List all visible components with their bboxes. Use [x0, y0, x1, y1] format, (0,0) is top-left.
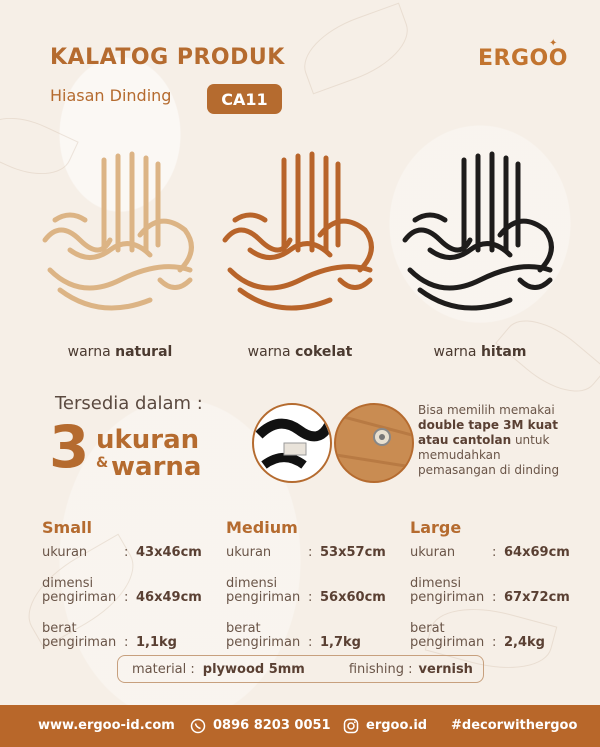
brand-sparkle-icon: ✦ — [549, 38, 558, 49]
availability-label: Tersedia dalam : — [55, 393, 203, 414]
size-dimensi-value: 46x49cm — [136, 590, 202, 605]
size-dimensi-value: 56x60cm — [320, 590, 386, 605]
calligraphy-cokelat-image — [220, 150, 380, 320]
availability-word-warna: warna — [111, 452, 202, 482]
calligraphy-hitam-image — [400, 150, 560, 320]
finishing-value: vernish — [418, 661, 473, 677]
size-small: Small ukuran : 43x46cm dimensi pengiriman : 46x49cm berat pengiriman : 1,1kg — [42, 518, 227, 653]
size-ukuran-value: 64x69cm — [504, 545, 570, 560]
size-name: Small — [42, 518, 92, 537]
size-dimensi-value: 67x72cm — [504, 590, 570, 605]
size-name: Large — [410, 518, 462, 537]
size-name: Medium — [226, 518, 298, 537]
product-caption: warna hitam — [433, 344, 527, 360]
brand-logo: ERGOO — [478, 46, 568, 71]
material-label: material : — [132, 661, 195, 677]
material-finishing-bar — [117, 655, 484, 683]
product-caption: warna natural — [67, 344, 173, 360]
size-medium: Medium ukuran : 53x57cm dimensi pengiriman : 56x60cm berat pengiriman : 1,7kg — [226, 518, 411, 653]
availability-number: 3 — [49, 413, 90, 481]
finishing-label: finishing : — [348, 661, 413, 677]
page-subtitle: Hiasan Dinding — [50, 86, 172, 105]
product-natural — [40, 150, 200, 360]
product-cokelat — [220, 150, 380, 360]
material-value: plywood 5mm — [202, 661, 305, 677]
instagram-icon — [343, 718, 359, 735]
size-ukuran-value: 43x46cm — [136, 545, 202, 560]
footer-hashtag: #decorwithergoo — [451, 718, 578, 733]
mounting-note: Bisa memilih memakai double tape 3M kuat atau cantolan untuk memudahkan pemasangan di dinding — [418, 403, 560, 477]
product-code-badge: CA11 — [207, 84, 282, 114]
size-berat-value: 2,4kg — [504, 635, 545, 650]
availability-ampersand: & — [96, 455, 109, 471]
product-caption: warna cokelat — [247, 344, 353, 360]
size-ukuran-value: 53x57cm — [320, 545, 386, 560]
page-title: KALATOG PRODUK — [50, 45, 285, 70]
footer-instagram[interactable]: ergoo.id — [366, 718, 428, 733]
footer — [0, 705, 600, 747]
product-hitam — [400, 150, 560, 360]
size-berat-value: 1,7kg — [320, 635, 361, 650]
detail-cantolan-image — [334, 403, 414, 483]
calligraphy-natural-image — [40, 150, 200, 320]
size-large: Large ukuran : 64x69cm dimensi pengiriman : 67x72cm berat pengiriman : 2,4kg — [410, 518, 595, 653]
availability-word-ukuran: ukuran — [96, 425, 200, 455]
detail-double-tape-image — [252, 403, 332, 483]
background-leaf — [294, 3, 419, 95]
size-berat-value: 1,1kg — [136, 635, 177, 650]
footer-website[interactable]: www.ergoo-id.com — [38, 718, 175, 733]
whatsapp-icon — [190, 718, 206, 735]
footer-phone[interactable]: 0896 8203 0051 — [213, 718, 331, 733]
